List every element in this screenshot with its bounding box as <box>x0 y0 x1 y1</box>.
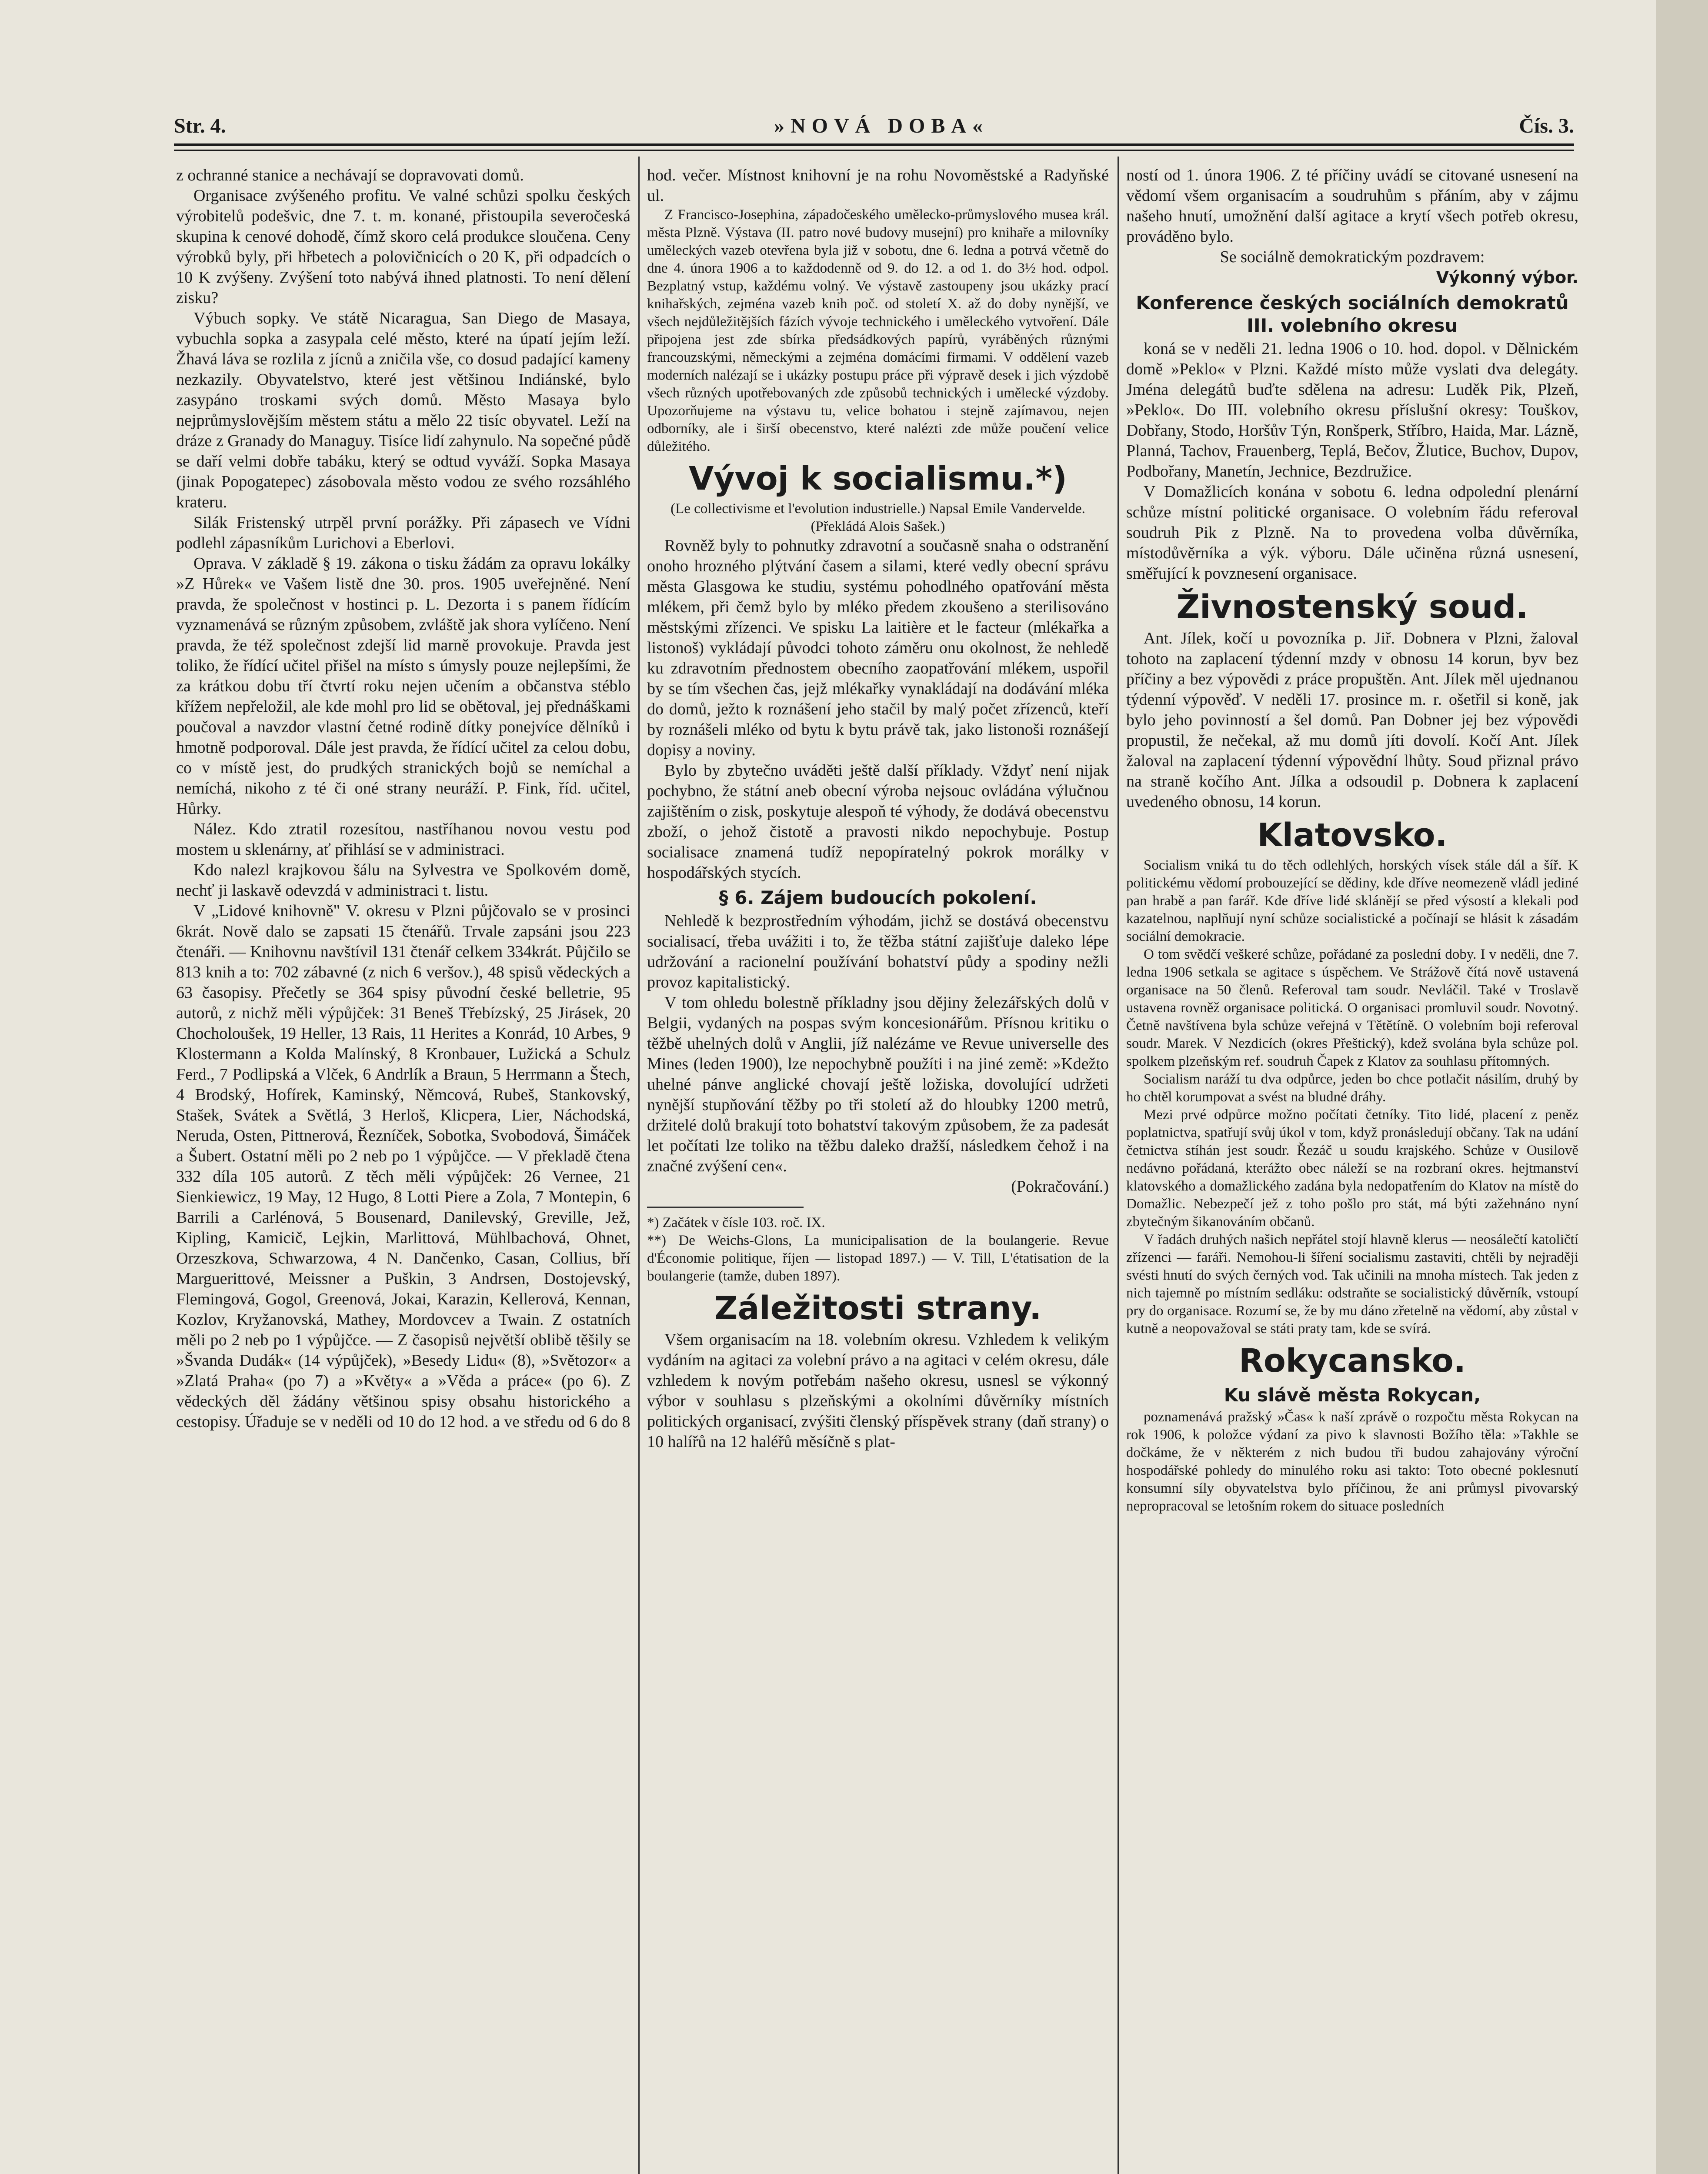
article-profit: Organisace zvýšeného profitu. Ve valné schůzi spolku českých výrobitelů podešvic, dne 7. t. m. konané, přistoupila severočeská skupina k cenové dohodě, čímž skoro celá produkce sloučena. Ceny výrobků byly, při hřbetech a polovičnicích o 20 K, při odpadcích o 10 K zvýšeny. Zvýšení toto nabývá ihned platnosti. To není dělení zisku? <box>176 187 630 307</box>
article-text: ností od 1. února 1906. Z té příčiny uvádí se citované usnesení na vědomí všem organisacím a soudruhům s přáním, aby v zájmu našeho hnutí, umožnění další agitace a krytí všech potřeb okresu, prováděno bylo. <box>1126 166 1578 246</box>
article-library: V „Lidové knihovně" V. okresu v Plzni půjčovalo se v prosinci 6krát. Nově dalo se zapsati 15 čtenářů. Trvale zapsáni jsou 223 čtenáři. — Knihovnu navštívil 131 čtenář celkem 334krát. Půjčilo se 813 knih a to: 702 zábavné (z nich 6 veršov.), 48 spisů vědeckých a 63 časopisy. Přečetly se 364 spisy původní české belletrie, 95 autorů, z nichž měli výpůjček: 31 Beneš Třebízský, 25 Jirásek, 20 Chocholoušek, 19 Heller, 13 Rais, 11 Herites a Konrád, 10 Arbes, 9 Klostermann a Kolda Malínský, 8 Kronbauer, Lužická a Schulz Ferd., 7 Podlipská a Vlček, 6 Andrlík a Braun, 5 Herrmann a Štech, 4 Brodský, Hofírek, Kaminský, Němcová, Rubeš, Stankovský, Stašek, Svátek a Světlá, 3 Herloš, Klicpera, Lier, Náchodská, Neruda, Osten, Pittnerová, Řezníček, Sobotka, Svobodová, Šimáček a Šubert. Ostatní měli po 2 neb po 1 výpůjčce. — V překladě čtena 332 díla 105 autorů. Z těch měli výpůjček: 26 Vernee, 21 Sienkiewicz, 19 May, 12 Hugo, 8 Lotti Piere a Zola, 7 Montepin, 6 Barrili a Carlénová, 5 Bousenard, Danilevský, Greville, Jež, Kipling, Kamicič, Lejkin, Marlittová, Mühlbachová, Ohnet, Orzeszkova, Schwarzowa, 4 N. Dančenko, Casan, Collius, bří Marguerittové, Meissner a Puškin, 3 Andrsen, Dostojevský, Flemingová, Gogol, Greenová, Jokai, Karazin, Kellerová, Kennan, Kozlov, Kryžanovská, Mathey, Mordovcev a Twain. Z ostatních měli po 2 neb po 1 výpůjčce. — Z časopisů největší oblibě těšily se »Švanda Dudák« (14 výpůjček), »Besedy Lidu« (8), »Světozor« a »Zlatá Praha« (po 7) a »Květy« a »Věda a práce« (po 6). Z vědeckých děl žádány většinou spisy obsahu historického a cestopisy. Úřaduje se v neděli od 10 do 12 hod. a ve středu od 6 do 8 <box>176 902 630 1431</box>
column-2 <box>647 165 1109 2174</box>
newspaper-title: »NOVÁ DOBA« <box>774 114 989 137</box>
footnote: *) Začátek v čísle 103. roč. IX. <box>647 1215 825 1230</box>
header-rule-thin <box>174 150 1574 151</box>
article-text: z ochranné stanice a nechávají se dopravovati domů. <box>176 166 524 184</box>
section-subheading: § 6. Zájem budoucích pokolení. <box>719 887 1037 908</box>
subheading-rokycan: Ku slávě města Rokycan, <box>1224 1384 1481 1406</box>
article-party: Všem organisacím na 18. volebním okresu. Vzhledem k velikým vydáním na agitaci za volební právo a na agitaci v celém okresu, dále vzhledem k novým potřebám našeho okresu, usnesl se výkonný výbor v souhlasu s plzeňskými a okolními důvěrníky místních politických organisací, zvýšiti členský příspěvek strany (daň strany) o 10 halířů na 12 haléřů měsíčně s plat- <box>647 1330 1109 1451</box>
article-paragraph: O tom svědčí veškeré schůze, pořádané za poslední doby. I v neděli, dne 7. ledna 1906 setkala se agitace s úspěchem. Ve Strážově čítá nově ustavená organisace na 50 členů. Referoval tam soudr. Nevláčil. Také v Troslavě ustavena rovněž organisace politická. O organisaci promluvil soudr. Novotný. Četně navštívena byla schůze veřejná v Tětětíně. O volebním boji referoval soudr. Marek. V Nezdicích (okres Přeštický), kdež svolána byla schůze pol. spolkem plzeňským ref. soudruh Čapek z Klatov za souhlasu přítomných. <box>1126 947 1578 1069</box>
column-divider <box>1118 157 1119 2174</box>
article-paragraph: V tom ohledu bolestně příkladny jsou dějiny železářských dolů v Belgii, vydaných na pospas svým koncesionářům. Přísnou kritiku o těžbě uhelných dolů v Anglii, jíž nalézáme ve Revue universelle des Mines (leden 1900), lze nepochybně použíti i na jiné země: »Kdežto uhelné pánve anglické chovají ještě ložiska, dovolující udržeti nynější stupňování těžby po tři století až do hloubky 1200 metrů, držitelé dolů brakují toto bohatství takovým způsobem, že za padesát let počítati lze toliko na těžbu daleko dražší, následkem čehož i na značné zvýšení cen«. <box>647 994 1109 1175</box>
page-header <box>174 114 1574 140</box>
article-museum: Z Francisco-Josephina, západočeského umělecko-průmyslového musea král. města Plzně. Výstava (II. patro nové budovy musejní) pro knihaře a milovníky uměleckých vazeb otevřena byla již v sobotu, dne 6. ledna a potrvá včetně do dne 4. února 1906 a to každodenně od 9. do 12. a od 1. do 3½ hod. odpol. Bezplatný vstup, každému volný. Ve výstavě zastoupeny jsou ukázky prací knihařských, zejména vazeb knih poč. od století X. až do doby nynější, ve všech nejdůležitějších fázích vývoje technického i uměleckého vytvoření. Dále připojena jest zde sbírka předsádkových papírů, vyráběných různými francouzskými, německými a zejména domácími firmami. V oddělení vazeb moderních nalézají se i ukázky postupu práce při výpravě desek i jich výzdobě všech různých upotřebovaných zde způsobů technických i umělecké výzdoby. Upozorňujeme na výstavu tu, velice bohatou i stejně zajímavou, nejen odborníky, ale i širší obecenstvo, které nalézti zde může poučení velice důležitého. <box>647 207 1109 454</box>
headline-klatovsko: Klatovsko. <box>1257 817 1448 854</box>
article-wrestler: Silák Fristenský utrpěl první porážky. Při zápasech ve Vídni podlehl zápasníkům Lurichovi a Eberlovi. <box>176 513 630 552</box>
headline-rokycansko: Rokycansko. <box>1239 1342 1466 1380</box>
headline-party: Záležitosti strany. <box>714 1290 1042 1327</box>
article-rokycan: poznamenává pražský »Čas« k naší zprávě o rozpočtu města Rokycan na rok 1906, k položce výdaní za pivo k slavnosti Božího těla: »Takhle se dočkáme, že v některém z nich budou tři budou zahajovány výroční hospodářské pohledy do minulého roku asi takto: Toto obecné poklesnutí konsumní síly obyvatelstva bylo příčinou, že ani průmysl pivovarský nepropracoval se letošním rokem do situace posledních <box>1126 1409 1578 1514</box>
article-paragraph: Socialism vniká tu do těch odlehlých, horských vísek stále dál a šíř. K politickému vědomí probouzející se dědiny, kde dříve neomezeně vládl jediné pan hrabě a pan farář. Kde dříve lidé sklánějí se před výsostí a klekali pod kazatelnou, naplňují nyní schůze socialistické a počínají se hlásit k zásadám sociální demokracie. <box>1126 857 1578 944</box>
headline-conference: Konference českých sociálních demokratů III. volebního okresu <box>1136 292 1569 336</box>
page-number: Str. 4. <box>174 114 226 137</box>
footnote-rule <box>647 1207 804 1208</box>
column-3 <box>1126 165 1578 2174</box>
article-court: Ant. Jílek, kočí u povozníka p. Jiř. Dobnera v Plzni, žaloval tohoto na zaplacení týdenní mzdy v obnosu 14 korun, byv bez příčiny a bez výpovědi z práce propuštěn. Ant. Jílek měl ujednanou týdenní výpověď. V neděli 17. prosince m. r. ošetřil si koně, jak bylo jeho povinností a šel domů. Pan Dobner jej bez výpovědi propustil, že nečekal, až mu domů jíti dovolí. Kočí Ant. Jílek žaloval na zaplacení týdenní výpovědní lhůty. Soud přiznal právo na straně kočího Ant. Jílka a odsoudil p. Dobnera k zaplacení uvedeného obnosu, 14 korun. <box>1126 629 1578 811</box>
article-paragraph: Socialism naráží tu dva odpůrce, jeden bo chce potlačit násilím, druhý by ho chtěl korumpovat a svést na bludné dráhy. <box>1126 1071 1578 1105</box>
article-paragraph: Bylo by zbytečno uváděti ještě další příklady. Vždyť není nijak pochybno, že státní aneb obecní výroba nejsouc ovládána výlučnou zajištěním o zisk, poskytuje alespoň té výhody, že dodává obecenstvu zboží, o jehož čistotě a pravosti nikdo nepochybuje. Postup socialisace znamená tudíž nepopíratelný pokrok morálky v hospodářských stycích. <box>647 761 1109 882</box>
footnote: **) De Weichs-Glons, La municipalisation de la boulangerie. Revue d'Économie politique, říjen — listopad 1897.) — V. Till, L'étatisation de la boulangerie (tamže, duben 1897). <box>647 1233 1109 1284</box>
header-rule <box>174 143 1574 146</box>
article-paragraph: Mezi prvé odpůrce možno počítati četníky. Tito lidé, placení z peněz poplatnictva, spatřují svůj úkol v tom, když pronásledují občany. Tak na udání četnictva stíhán jest soudr. Řezáč u soudu krajského. Schůze v Ousilově nedávno pořádaná, kterážto obec náleží se na rozbraní okres. hejtmanství klatovského a domažlického zadána byla nedopatřením do Klatov na místě do Domažlic. Nebezpečí jež z toho pošlo pro stát, má býti zažehnáno nyní zbytečným šikanováním občanů. <box>1126 1107 1578 1230</box>
article-paragraph: Rovněž byly to pohnutky zdravotní a současně snaha o odstranění onoho hrozného plýtvání časem a silami, které vedly obecní správu města Glasgowa ke studiu, systému pohodlného opatřování města mlékem, při čemž bylo by mléko předem zkoušeno a sterilisováno městskými zřízenci. Ve spisku La laitière et le facteur (mlékařka a listonoš) vykládají původci tohoto záměru onu okolnost, že nehledě ku zdravotním přednostem obecního zaopatřování mlékem, uspořil by se tím všechen čas, jejž mlékařky vynakládají na dodávání mléka do domů, ježto k roznášení jeho stačil by malý počet zřízenců, kteří by roznášeli mléko od bytu k bytu právě tak, jako listonoši roznášejí dopisy a noviny. <box>647 537 1109 759</box>
headline-socialism: Vývoj k socialismu.*) <box>689 460 1067 497</box>
article-domazlice: V Domažlicích konána v sobotu 6. ledna odpolední plenární schůze místní politické organisace. O volebním řádu referoval soudruh Pik z Plzně. Na to provedena volba důvěrníka, místodůvěrníka a výk. výboru. Dále učiněna různá usnesení, směřující k povznesení organisace. <box>1126 483 1578 583</box>
article-conference: koná se v neděli 21. ledna 1906 o 10. hod. dopol. v Dělnickém domě »Peklo« v Plzni. Každé místo může vyslati dva delegáty. Jména delegátů buďte sdělena na adresu: Luděk Pik, Plzeň, »Peklo«. Do III. volebního okresu příslušní okresy: Touškov, Dobřany, Stodo, Horšův Týn, Ronšperk, Stříbro, Haida, Mar. Lázně, Planná, Tachov, Frauenberg, Teplá, Bečov, Žlutice, Buchov, Dupov, Podbořany, Manetín, Jechnice, Bezdružice. <box>1126 340 1578 480</box>
continuation-note: (Pokračování.) <box>1011 1177 1109 1196</box>
issue-number: Čís. 3. <box>1519 114 1574 137</box>
article-text: hod. večer. Místnost knihovní je na rohu Novoměstské a Radyňské ul. <box>647 166 1109 205</box>
signature: Výkonný výbor. <box>1436 268 1578 287</box>
column-divider <box>638 157 640 2174</box>
article-found: Nález. Kdo ztratil rozesítou, nastříhanou novou vestu pod mostem u sklenárny, ať přihlásí se v administraci. <box>176 820 630 859</box>
article-volcano: Výbuch sopky. Ve státě Nicaragua, San Diego de Masaya, vybuchla sopka a zasypala celé město, které na úpatí jejím leží. Žhavá láva se rozlila z jícnů a zničila vše, co dosud padající kameny nezkazily. Obyvatelstvo, které jest většinou Indiánské, bylo zasypáno troskami svých domů. Město Masaya bylo nejprůmyslovějším městem státu a mělo 22 tisíc obyvatel. Leží na dráze z Granady do Managuy. Tisíce lidí zahynulo. Na sopečné půdě se daří velmi dobře tabáku, který se odtud vyváží. Sopka Masaya (jinak Popogatepec) zásobovala město vodou ze svého rozsáhlého krateru. <box>176 309 630 511</box>
headline-court: Živnostenský soud. <box>1176 588 1528 626</box>
article-paragraph: V řadách druhých našich nepřátel stojí hlavně klerus — neosálečtí katoličtí zřízenci — faráři. Nemohou-li šíření socialismu zastaviti, chtěli by nejraději svésti hnutí do svých černých vod. Tak učinili na mnoha místech. Tak jeden z nich tajemně po místním sedláku: odstraňte se socialistický důvěrník, vstoupí pry do organisace. Rozumí se, že by mu dáno zřetelně na vědomí, aby zůstal v kutně a neopovažoval se státi praty tam, kde se svírá. <box>1126 1232 1578 1337</box>
article-paragraph: Nehledě k bezprostředním výhodám, jichž se dostává obecenstvu socialisací, třeba uvážiti i to, že těžba státní zajišťuje daleko lépe udržování a racionelní používání bohatství půdy a spodiny nežli provoz kapitalistický. <box>647 912 1109 991</box>
article-lost-shawl: Kdo nalezl krajkovou šálu na Sylvestra ve Spolkovém domě, nechť ji laskavě odevzdá v administraci t. listu. <box>176 861 630 900</box>
article-correction: Oprava. V základě § 19. zákona o tisku žádám za opravu lokálky »Z Hůrek« ve Vašem listě dne 30. pros. 1905 uveřejněné. Není pravda, že společnost v hostinci p. L. Dezorta i s panem řídícím vyznamenává se různým způsobem, zvláště jak shora vylíčeno. Není pravda, že též společnost zdejší lid marně provokuje. Pravda jest toliko, že řídící učitel přišel na místo s úmysly pouze nejlepšími, že za krátkou dobu tří čtvrtí roku nejen učením a občanstva stéblo křížem nepřeložil, ale kde mohl pro lid se obětoval, jej přednáškami poučoval a navzdor vlastní četné rodině dítky ponejvíce dělníků i hmotně podporoval. Dále jest pravda, že řídící učitel za celou dobu, co v místě jest, do prudkých stranických bojů se nemíchal a nemíchá, nikoho z té či oné strany neuráží. P. Fink, říd. učitel, Hůrky. <box>176 554 630 818</box>
column-1 <box>176 165 630 2174</box>
article-byline: (Le collectivisme et l'evolution industrielle.) Napsal Emile Vandervelde. (Překládá Alois Sašek.) <box>671 501 1085 534</box>
greeting: Se sociálně demokratickým pozdravem: <box>1220 248 1485 266</box>
page-binding-edge <box>1656 0 1708 2174</box>
